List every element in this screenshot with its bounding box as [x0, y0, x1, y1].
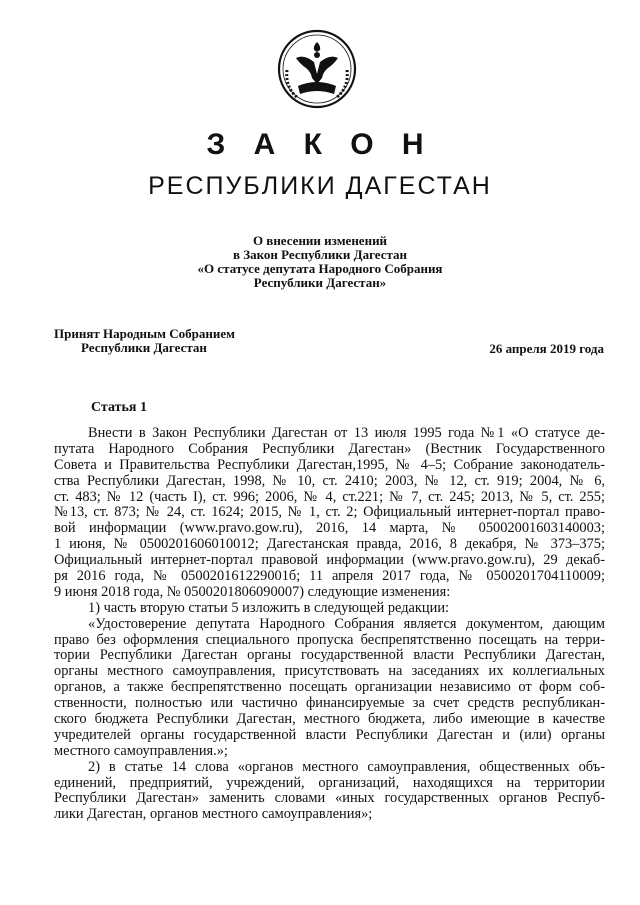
- adoption-line: Принят Народным Собранием: [54, 326, 236, 341]
- subject-line: «О статусе депутата Народного Собрания: [197, 261, 443, 276]
- text-line: «Удостоверение депутата Народного Собрания является документом, дающим: [88, 616, 605, 632]
- text-line: ственности, полностью или частично финансируемые за счет средств республикан-: [54, 696, 605, 712]
- text-line: Официальный интернет-портал правовой информации (www.pravo.gow.ru), 29 декаб-: [54, 553, 605, 569]
- adoption-line: Республики Дагестан: [81, 340, 207, 355]
- text-line: №13, ст. 873; № 24, ст. 1624; 2015, № 1, ст. 2; Официальный интернет-портал право-: [54, 505, 605, 521]
- text-line: ст. 483; № 12 (часть I), ст. 996; 2006, № 4, ст.221; № 7, ст. 245; 2013, № 5, ст. 255;: [54, 489, 605, 505]
- subject-line: Республики Дагестан»: [253, 275, 387, 290]
- text-line: тории Республики Дагестан органы государственной власти Республики Дагестан,: [54, 648, 605, 664]
- text-line: ства Республики Дагестан, 1998, № 10, ст. 2410; 2003, № 12, ст. 919; 2004, № 6,: [54, 473, 605, 489]
- text-line: Совета и Правительства Республики Дагестан,1995, № 4–5; Собрание законодатель-: [54, 457, 605, 473]
- text-line: органов, а также беспрепятственно посещать организации независимо от форм соб-: [54, 680, 605, 696]
- text-line: право без оформления специального пропуска беспрепятственно посещать на терри-: [54, 632, 605, 648]
- republic-name: РЕСПУБЛИКИ ДАГЕСТАН: [148, 172, 492, 200]
- text-line: 1) часть вторую статьи 5 изложить в следующей редакции:: [88, 600, 450, 616]
- text-line: вой информации (www.pravo.gow.ru), 2016, 14 марта, № 05002001603140003;: [54, 521, 605, 537]
- article-heading: Статья 1: [91, 400, 147, 415]
- article-body: [54, 426, 605, 823]
- text-line: ря 2016 года, № 050020161229001б; 11 апреля 2017 года, № 0500201704110009;: [54, 569, 605, 585]
- text-line: путата Народного Собрания Республики Дагестан» (Вестник Государственного: [54, 441, 605, 457]
- subject-line: в Закон Республики Дагестан: [232, 247, 408, 262]
- text-line: органы местного самоуправления, присутствовать на заседаниях их коллегиальных: [54, 664, 605, 680]
- adoption-date: 26 апреля 2019 года: [489, 341, 604, 356]
- text-line: учредителей органы государственной власти Республики Дагестан и (или) органы: [54, 727, 605, 743]
- adoption-block: [54, 327, 235, 355]
- coat-of-arms-icon: [276, 28, 358, 110]
- text-line: единений, предприятий, учреждений, организаций, находящихся на территории: [54, 775, 605, 791]
- text-line: лики Дагестан, органов местного самоуправления»;: [54, 807, 373, 823]
- text-line: 1 июня, № 0500201606010012; Дагестанская правда, 2016, 8 декабря, № 373–375;: [54, 537, 605, 553]
- text-line: местного самоуправления.»;: [54, 743, 228, 759]
- law-subject: [0, 234, 640, 290]
- text-line: 2) в статье 14 слова «органов местного самоуправления, общественных объ-: [88, 759, 605, 775]
- text-line: Внести в Закон Республики Дагестан от 13 июля 1995 года №1 «О статусе де-: [88, 426, 605, 441]
- text-line: ского бюджета Республики Дагестан, местного бюджета, либо имеющие в качестве: [54, 712, 605, 728]
- text-line: 9 июня 2018 года, № 0500201806090007) следующие изменения:: [54, 584, 451, 600]
- law-title: З А К О Н: [206, 128, 434, 161]
- text-line: Республики Дагестан» заменить словами «иных государственных органов Респуб-: [54, 791, 605, 807]
- subject-line: О внесении изменений: [252, 233, 388, 248]
